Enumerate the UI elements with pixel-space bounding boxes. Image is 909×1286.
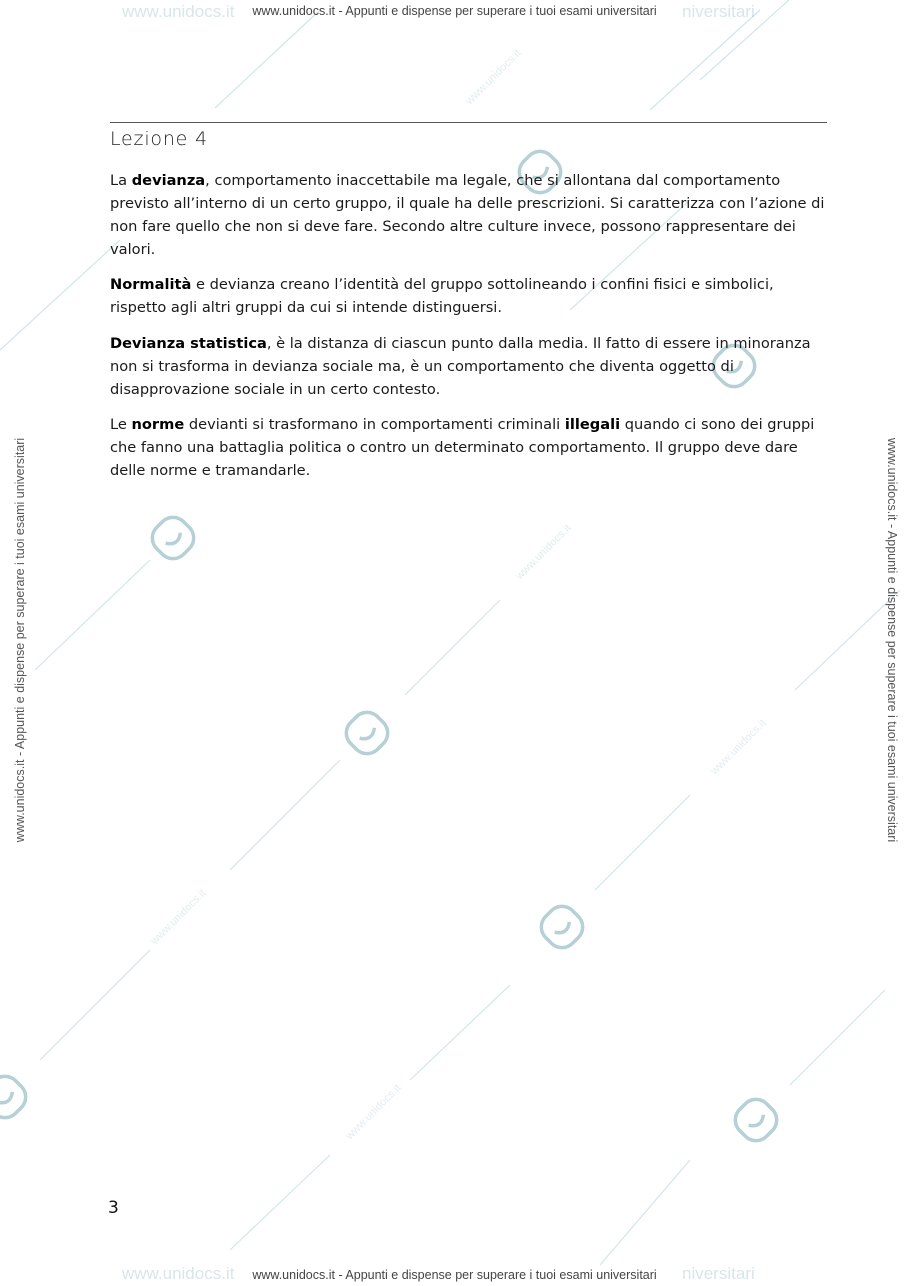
ghost-watermark-top-left: www.unidocs.it [122, 2, 235, 21]
svg-text:www.unidocs.it: www.unidocs.it [708, 717, 769, 778]
svg-text:www.unidocs.it: www.unidocs.it [343, 1082, 404, 1143]
text-run: devianti si trasformano in comportamenti criminali [184, 415, 565, 433]
bold-term: Devianza statistica [110, 334, 267, 352]
text-run: La [110, 172, 132, 189]
lesson-body [110, 169, 830, 494]
text-run: e devianza creano l’identità del gruppo sottolineando i confini fisici e simbolici, rispetto agli altri gruppi da cui si intende distinguersi. [110, 276, 774, 317]
ghost-watermark-bottom-right: niversitari [682, 1264, 755, 1283]
bold-term: devianza [131, 172, 206, 189]
right-side-watermark: www.unidocs.it - Appunti e dispense per superare i tuoi esami universitari [885, 437, 899, 843]
paragraph-norme [110, 413, 830, 482]
paragraph-devianza-statistica [110, 332, 830, 401]
header-rule [110, 122, 827, 123]
lesson-title: Lezione 4 [110, 128, 208, 150]
svg-text:www.unidocs.it: www.unidocs.it [148, 887, 209, 948]
header-watermark: www.unidocs.it - Appunti e dispense per superare i tuoi esami universitari [252, 4, 657, 18]
text-run: quando ci sono dei gruppi che fanno una battaglia politica o contro un determinato comportamento. Il gruppo deve dare delle norme e tramandarle. [110, 415, 815, 480]
bold-term: norme [131, 415, 185, 433]
ghost-watermark-top-right: niversitari [682, 2, 755, 21]
svg-text:www.unidocs.it: www.unidocs.it [463, 47, 524, 108]
text-run: , comportamento inaccettabile ma legale, che si allontana dal comportamento previsto all’interno di un certo gruppo, il quale ha delle prescrizioni. Si caratterizza con l’azione di non fare quello che non si deve fare. Secondo altre culture invece, possono rappresentare dei valori. [110, 172, 825, 259]
svg-text:www.unidocs.it: www.unidocs.it [513, 522, 574, 583]
paragraph-normalita [110, 273, 830, 319]
ghost-watermark-bottom-left: www.unidocs.it [122, 1264, 235, 1283]
bold-term: illegali [564, 415, 621, 433]
text-run: , è la distanza di ciascun punto dalla media. Il fatto di essere in minoranza non si trasforma in devianza sociale ma, è un comportamento che diventa oggetto di disapprovazione sociale in un certo contesto. [110, 334, 811, 398]
bold-term: Normalità [110, 276, 192, 294]
paragraph-devianza [110, 169, 830, 261]
footer-watermark: www.unidocs.it - Appunti e dispense per superare i tuoi esami universitari [252, 1268, 657, 1282]
left-side-watermark: www.unidocs.it - Appunti e dispense per superare i tuoi esami universitari [13, 437, 27, 843]
text-run: Le [110, 415, 132, 433]
page-number: 3 [108, 1198, 119, 1218]
